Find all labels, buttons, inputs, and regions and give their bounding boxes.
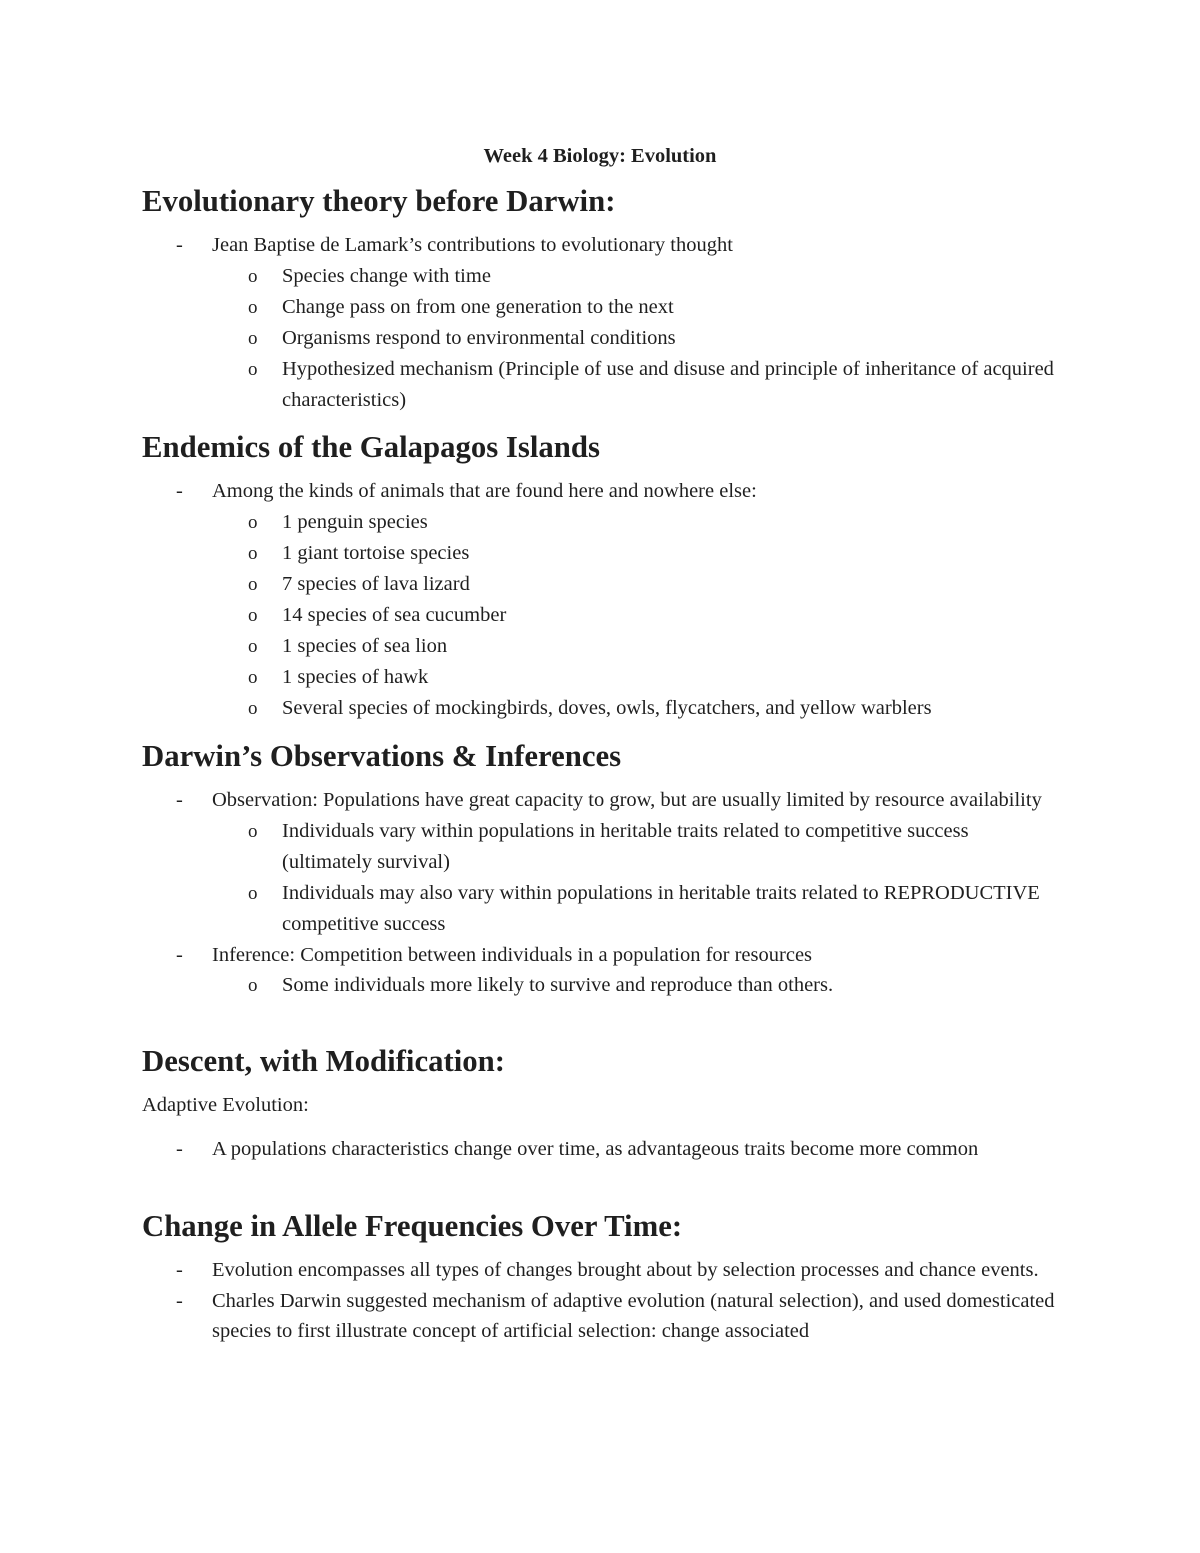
sub-item-text: Individuals vary within populations in heritable traits related to competitive success (ultimately survival) <box>282 819 969 873</box>
circle-bullet: o <box>248 358 258 380</box>
circle-bullet: o <box>248 697 258 719</box>
sub-item-text: 1 species of hawk <box>282 665 429 688</box>
list-item <box>142 1286 1062 1347</box>
sub-item-text: Change pass on from one generation to the next <box>282 295 674 318</box>
sub-item-text: 14 species of sea cucumber <box>282 603 507 626</box>
sub-list-item <box>212 662 1062 693</box>
dash-bullet: - <box>176 943 183 966</box>
dash-bullet: - <box>176 234 183 256</box>
bullet-list <box>142 476 1062 724</box>
list-item <box>142 1134 1062 1165</box>
sub-list-item <box>212 878 1062 940</box>
section-descent <box>142 1046 1062 1076</box>
section-heading: Change in Allele Frequencies Over Time: <box>142 1209 683 1243</box>
dash-bullet: - <box>176 1138 183 1160</box>
list-item-text: Among the kinds of animals that are found here and nowhere else: <box>212 480 757 502</box>
list-item <box>142 476 1062 724</box>
circle-bullet: o <box>248 604 258 626</box>
list-item <box>142 1255 1062 1286</box>
sub-list-item <box>212 323 1062 354</box>
bullet-list <box>142 1134 1062 1165</box>
circle-bullet: o <box>248 820 258 842</box>
sub-item-text: 1 penguin species <box>282 510 428 533</box>
section-heading: Endemics of the Galapagos Islands <box>142 430 600 464</box>
sub-list <box>212 816 1062 940</box>
sub-list-item <box>212 292 1062 323</box>
sub-list-item <box>212 354 1062 416</box>
sub-item-text: Hypothesized mechanism (Principle of use and disuse and principle of inheritance of acquired characteristics) <box>282 357 1054 411</box>
sub-item-text: 7 species of lava lizard <box>282 572 470 595</box>
sub-list <box>212 507 1062 724</box>
section-allele-frequencies <box>142 1211 1062 1347</box>
document-title: Week 4 Biology: Evolution <box>483 145 717 167</box>
list-item-text: Jean Baptise de Lamark’s contributions to evolutionary thought <box>212 234 733 256</box>
sub-list <box>212 261 1062 416</box>
sub-item-text: Species change with time <box>282 264 491 287</box>
section-heading: Descent, with Modification: <box>142 1044 505 1078</box>
sub-list-item <box>212 816 1062 878</box>
circle-bullet: o <box>248 975 258 996</box>
sub-item-text: Some individuals more likely to survive and reproduce than others. <box>282 974 834 996</box>
sub-item-text: Individuals may also vary within populations in heritable traits related to REPRODUCTIVE competitive success <box>282 881 1040 935</box>
dash-bullet: - <box>176 789 183 811</box>
sub-list-item <box>212 569 1062 600</box>
circle-bullet: o <box>248 666 258 688</box>
list-item-text: Inference: Competition between individuals in a population for resources <box>212 943 813 966</box>
list-item-text: Charles Darwin suggested mechanism of adaptive evolution (natural selection), and used domesticated species to first illustrate concept of artificial selection: change associated <box>212 1289 1055 1342</box>
list-item-text: Evolution encompasses all types of changes brought about by selection processes and chance events. <box>212 1259 1039 1281</box>
sub-list <box>212 970 1062 1001</box>
list-item-text: A populations characteristics change over time, as advantageous traits become more common <box>212 1138 979 1160</box>
circle-bullet: o <box>248 542 258 564</box>
subsection-label: Adaptive Evolution: <box>142 1094 309 1116</box>
dash-bullet: - <box>176 1259 183 1281</box>
circle-bullet: o <box>248 296 258 318</box>
sub-item-text: 1 species of sea lion <box>282 634 448 657</box>
section-pre-darwin <box>142 186 1062 416</box>
bullet-list <box>142 230 1062 416</box>
sub-list-item <box>212 600 1062 631</box>
section-heading: Evolutionary theory before Darwin: <box>142 184 616 218</box>
sub-list-item <box>212 538 1062 569</box>
sub-item-text: Organisms respond to environmental conditions <box>282 326 676 349</box>
section-galapagos <box>142 432 1062 724</box>
sub-list-item <box>212 507 1062 538</box>
list-item <box>142 230 1062 416</box>
circle-bullet: o <box>248 635 258 657</box>
section-adaptive-evolution <box>142 1090 1062 1165</box>
sub-list-item <box>212 693 1062 724</box>
section-heading: Darwin’s Observations & Inferences <box>142 739 622 773</box>
list-item-text: Observation: Populations have great capacity to grow, but are usually limited by resource availability <box>212 789 1042 811</box>
circle-bullet: o <box>248 573 258 595</box>
sub-list-item <box>212 631 1062 662</box>
section-darwin-observations <box>142 741 1062 1001</box>
circle-bullet: o <box>248 265 258 287</box>
list-item <box>142 940 1062 1002</box>
dash-bullet: - <box>176 480 183 502</box>
sub-item-text: 1 giant tortoise species <box>282 541 470 564</box>
sub-list-item <box>212 261 1062 292</box>
dash-bullet: - <box>176 1289 183 1312</box>
bullet-list <box>142 1255 1062 1347</box>
circle-bullet: o <box>248 882 258 904</box>
bullet-list <box>142 785 1062 1001</box>
sub-list-item <box>212 970 1062 1001</box>
sub-item-text: Several species of mockingbirds, doves, owls, flycatchers, and yellow warblers <box>282 696 932 719</box>
circle-bullet: o <box>248 327 258 349</box>
list-item <box>142 785 1062 940</box>
circle-bullet: o <box>248 511 258 533</box>
